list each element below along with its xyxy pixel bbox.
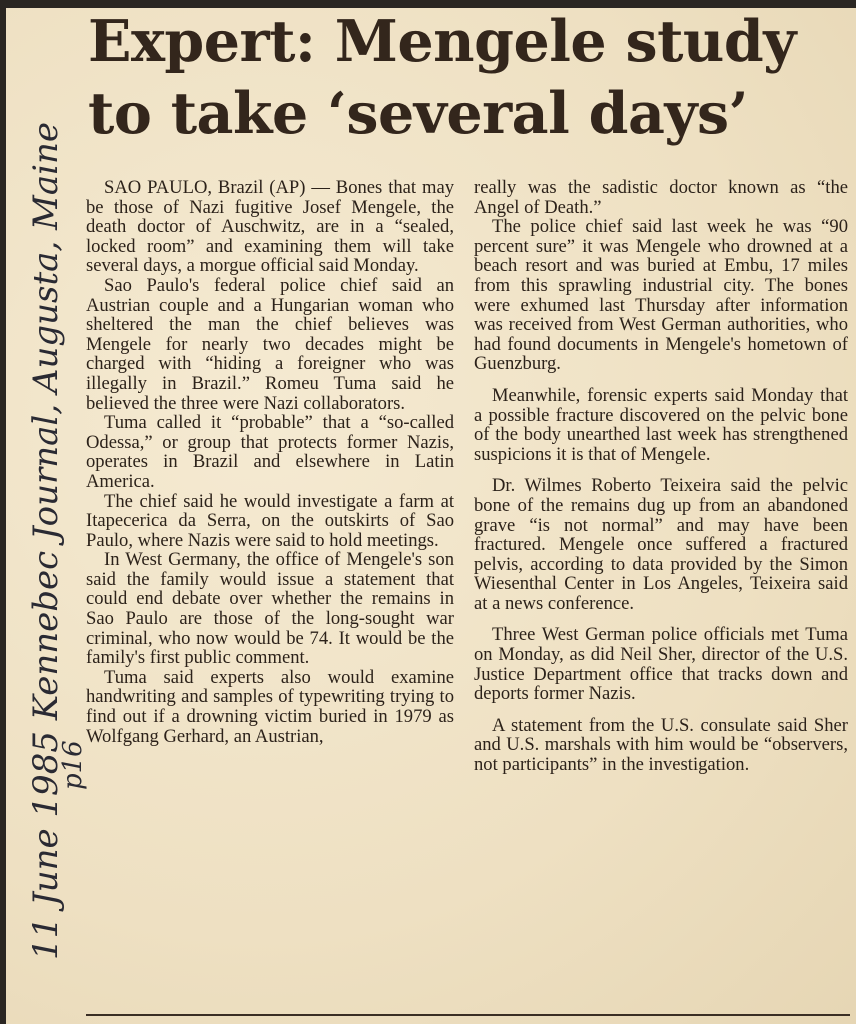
paragraph: Three West German police officials met Tuma on Monday, as did Neil Sher, director of the U.S. Justice Department office that tracks down and deports former Nazis. [474,624,848,705]
handwritten-page-number: p16 [58,740,88,790]
paragraph: The chief said he would investigate a farm at Itapecerica da Serra, on the outskirts of Sao Paulo, where Nazis were said to hold meetings. [86,490,454,551]
paragraph: A statement from the U.S. consulate said Sher and U.S. marshals with him would be “observers, not participants” in the investigation. [474,714,848,776]
handwritten-annotation: 11 June 1985 Kennebec Journal, Augusta, Maine [26,121,66,960]
paragraph: Dr. Wilmes Roberto Teixeira said the pelvic bone of the remains dug up from an abandoned grave “is not normal” and may have been fractured. Mengele once suffered a fractured pelvis, according to data provided by the Simon Wiesenthal Center in Los Angeles, Teixeira said at a news conference. [474,475,848,614]
paragraph: really was the sadistic doctor known as “the Angel of Death.” [474,177,848,218]
headline-line-1: Expert: Mengele study [88,8,796,75]
paragraph: SAO PAULO, Brazil (AP) — Bones that may be those of Nazi fugitive Josef Mengele, the death doctor of Auschwitz, are in a “sealed, locked room” and examining them will take several days, a morgue official said Monday. [86,177,454,277]
article-column-right [474,178,848,775]
paragraph: In West Germany, the office of Mengele's son said the family would issue a statement that could end debate over whether the remains in Sao Paulo are those of the long-sought war criminal, who now would be 74. It would be the family's first public comment. [86,549,454,669]
bottom-rule [86,1014,850,1016]
article-column-left [86,178,454,746]
headline-line-2: to take ‘several days’ [88,80,748,147]
paragraph: Sao Paulo's federal police chief said an Austrian couple and a Hungarian woman who sheltered the man the chief believes was Mengele for nearly two decades might be charged with “hiding a foreigner who was illegally in Brazil.” Romeu Tuma said he believed the three were Nazi collaborators. [86,274,454,414]
paragraph: Tuma called it “probable” that a “so-called Odessa,” or group that protects former Nazis, operates in Brazil and elsewhere in Latin America. [86,412,454,492]
headline [88,6,848,150]
paragraph: The police chief said last week he was “90 percent sure” it was Mengele who drowned at a beach resort and was buried at Embu, 17 miles from this sprawling industrial city. The bones were exhumed last Thursday after information was received from West German authorities, who had found documents in Mengele's hometown of Guenzburg. [474,216,848,375]
paragraph: Meanwhile, forensic experts said Monday that a possible fracture discovered on the pelvic bone of the body unearthed last week has strengthened suspicions it is that of Mengele. [474,384,848,465]
paragraph: Tuma said experts also would examine handwriting and samples of typewriting trying to find out if a drowning victim buried in 1979 as Wolfgang Gerhard, an Austrian, [86,666,454,747]
